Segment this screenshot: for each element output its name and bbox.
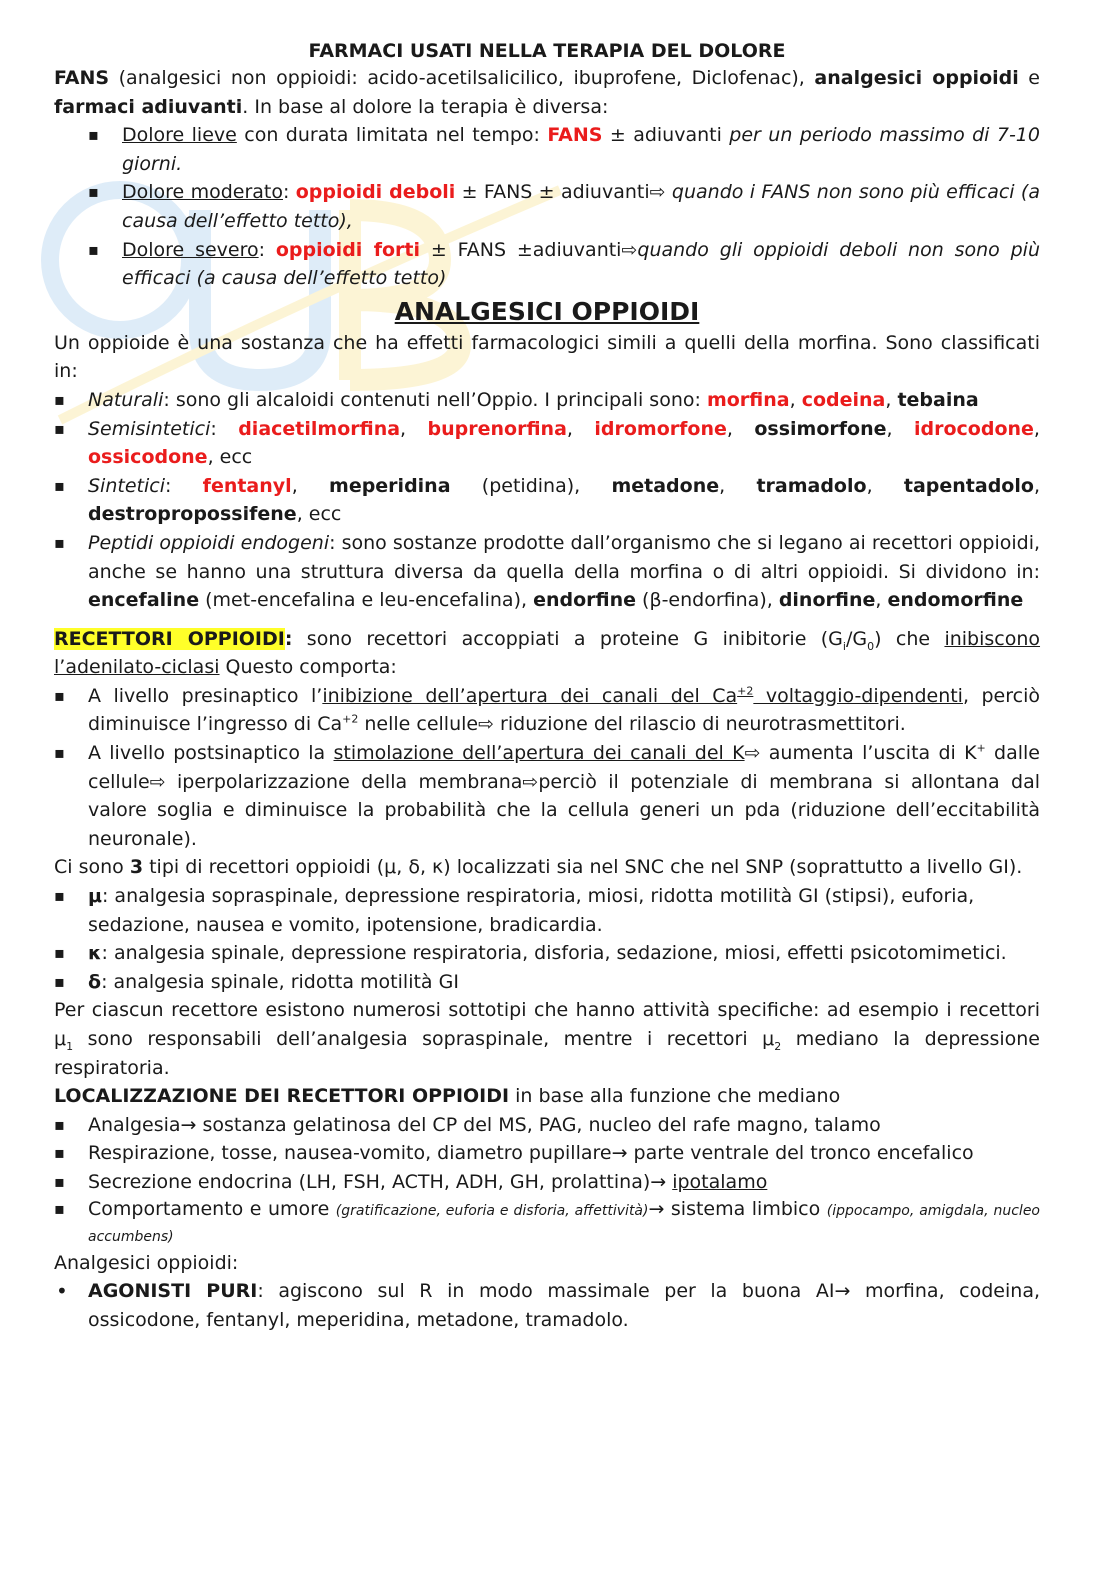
list-item: ▪ Naturali: sono gli alcaloidi contenuti nell’Oppio. I principali sono: morfina, codeina, tebaina (54, 386, 1040, 415)
agonist-list (54, 1277, 1040, 1334)
list-item: • AGONISTI PURI: agiscono sul R in modo massimale per la buona AI→ morfina, codeina, ossicodone, fentanyl, meperidina, metadone, tramadolo. (54, 1277, 1040, 1334)
pain-level-list (54, 121, 1040, 293)
opioid-class-list (54, 386, 1040, 615)
list-item: ▪ Dolore severo: oppioidi forti ± FANS ±adiuvanti⇨quando gli oppioidi deboli non sono più efficaci (a causa dell’effetto tetto) (88, 236, 1040, 293)
list-item: ▪ A livello presinaptico l’inibizione dell’apertura dei canali del $Ca^{+2}$ voltaggio-dipendenti, perciò diminuisce l’ingresso di $Ca^{+2}$ nelle cellule⇨ riduzione del rilascio di neurotrasmettitori. (54, 682, 1040, 739)
list-item: ▪ Dolore lieve con durata limitata nel tempo: FANS ± adiuvanti per un periodo massimo di 7-10 giorni. (88, 121, 1040, 178)
receptor-effects-list (54, 882, 1040, 996)
document-title: FARMACI USATI NELLA TERAPIA DEL DOLORE (308, 40, 786, 62)
list-item: ▪ Analgesia→ sostanza gelatinosa del CP del MS, PAG, nucleo del rafe magno, talamo (54, 1111, 1040, 1140)
section-title: ANALGESICI OPPIOIDI (394, 296, 700, 326)
list-item: ▪ Secrezione endocrina (LH, FSH, ACTH, ADH, GH, prolattina)→ ipotalamo (54, 1168, 1040, 1197)
analgesici-label: Analgesici oppioidi: (54, 1251, 239, 1274)
list-item: ▪ Peptidi oppioidi endogeni: sono sostanze prodotte dall’organismo che si legano ai recettori oppioidi, anche se hanno una struttura diversa da quella della morfina o di altri oppioidi. Si dividono in: encefaline (met-encefalina e leu-encefalina), endorfine (β-endorfina), dinorfine, endomorfine (54, 529, 1040, 615)
list-item: ▪ Respirazione, tosse, nausea-vomito, diametro pupillare→ parte ventrale del tronco encefalico (54, 1139, 1040, 1168)
opioid-definition: Un oppioide è una sostanza che ha effetti farmacologici simili a quelli della morfina. Sono classificati in: (54, 331, 1040, 383)
receptor-types-paragraph: Ci sono 3 tipi di recettori oppioidi (μ, δ, κ) localizzati sia nel SNC che nel SNP (soprattutto a livello GI). (54, 856, 1023, 879)
list-item: ▪ δ: analgesia spinale, ridotta motilità GI (54, 968, 1040, 997)
document-page (54, 38, 1040, 1334)
list-item: ▪ κ: analgesia spinale, depressione respiratoria, disforia, sedazione, miosi, effetti psicotomimetici. (54, 939, 1040, 968)
receptors-paragraph: RECETTORI OPPIOIDI: sono recettori accoppiati a proteine G inibitorie $(G_i/G_0)$ che inibiscono l’adenilato-ciclasi Questo comporta: (54, 627, 1041, 679)
list-item: ▪ A livello postsinaptico la stimolazione dell’apertura dei canali del K⇨ aumenta l’uscita di K+ dalle cellule⇨ iperpolarizzazione della membrana⇨perciò il potenziale di membrana si allontana dal valore soglia e diminuisce la probabilità che la cellula generi un pda (riduzione dell’eccitabilità neuronale). (54, 739, 1040, 853)
subtypes-paragraph: Per ciascun recettore esistono numerosi sottotipi che hanno attività specifiche: ad esempio i recettori $\mu_1$ sono responsabili dell’analgesia sopraspinale, mentre i recettori $\mu_2$ mediano la depressione respiratoria. (54, 999, 1040, 1079)
intro-paragraph: FANS (analgesici non oppioidi: acido-acetilsalicilico, ibuprofene, Diclofenac), analgesici oppioidi e farmaci adiuvanti. In base al dolore la terapia è diversa: (54, 67, 1040, 118)
list-item: ▪ Sintetici: fentanyl, meperidina (petidina), metadone, tramadolo, tapentadolo, destropropossifene, ecc (54, 472, 1040, 529)
list-item: ▪ Dolore moderato: oppioidi deboli ± FANS ± adiuvanti⇨ quando i FANS non sono più efficaci (a causa dell’effetto tetto), (88, 178, 1040, 235)
list-item: ▪ Semisintetici: diacetilmorfina, buprenorfina, idromorfone, ossimorfone, idrocodone, ossicodone, ecc (54, 415, 1040, 472)
receptor-mechanism-list (54, 682, 1040, 854)
list-item: ▪ Comportamento e umore (gratificazione, euforia e disforia, affettività)→ sistema limbico (ippocampo, amigdala, nucleo accumbens) (54, 1197, 1040, 1249)
list-item: ▪ μ: analgesia sopraspinale, depressione respiratoria, miosi, ridotta motilità GI (stipsi), euforia, sedazione, nausea e vomito, ipotensione, bradicardia. (54, 882, 1040, 939)
localization-heading: LOCALIZZAZIONE DEI RECETTORI OPPIOIDI in base alla funzione che mediano (54, 1085, 841, 1108)
localization-list (54, 1111, 1040, 1249)
